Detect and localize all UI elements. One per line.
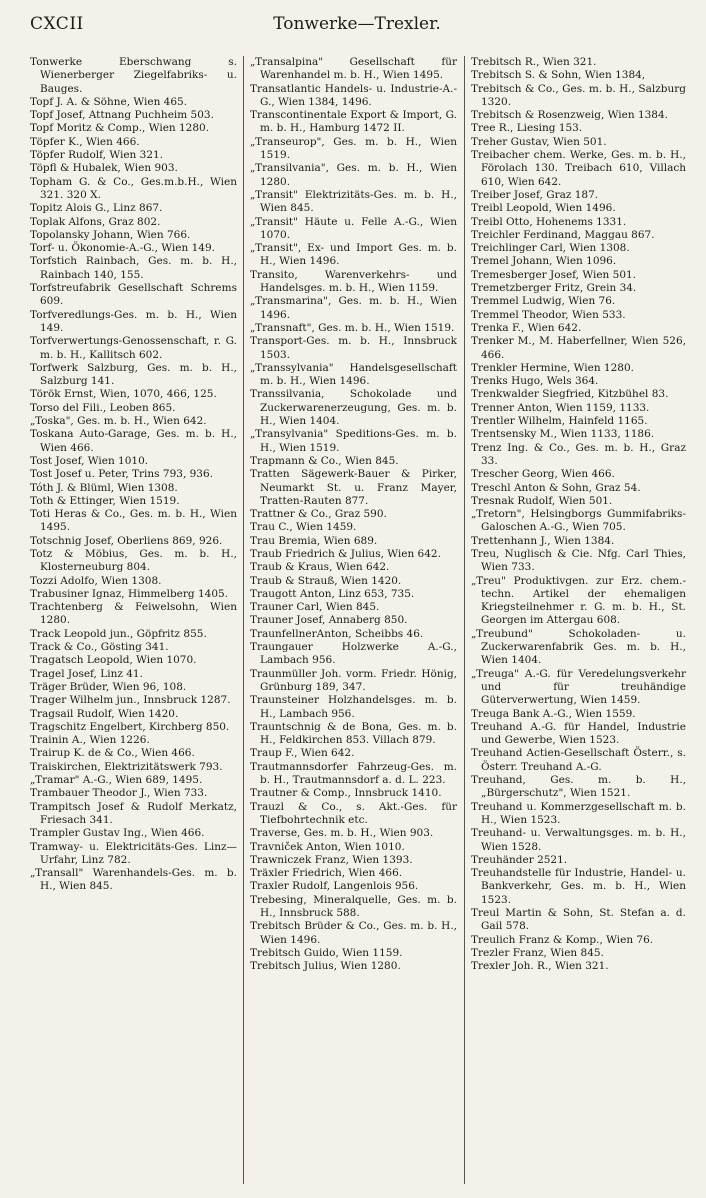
directory-entry: Töpfer Rudolf, Wien 321. bbox=[30, 149, 164, 162]
directory-entry: Treuhand- u. Verwaltungsges. m. b. H., Wien 1528. bbox=[471, 827, 686, 853]
directory-entry: Topolansky Johann, Wien 766. bbox=[30, 228, 191, 241]
directory-entry: Trenks Hugo, Wels 364. bbox=[471, 375, 599, 388]
directory-entry: Tonwerke Eberschwang s. Wienerberger Ziegelfabriks- u. Bauges. bbox=[30, 56, 237, 95]
directory-entry: Trattner & Co., Graz 590. bbox=[250, 508, 387, 521]
directory-entry: Trentler Wilhelm, Hainfeld 1165. bbox=[471, 415, 648, 428]
directory-entry: TraunfellnerAnton, Scheibbs 46. bbox=[250, 627, 424, 640]
directory-entry: Trautmannsdorfer Fahrzeug-Ges. m. b. H., Trautmannsdorf a. d. L. 223. bbox=[250, 760, 457, 787]
directory-entry: Trachtenberg & Feiwelsohn, Wien 1280. bbox=[30, 601, 237, 627]
directory-entry: Traunsteiner Holzhandelsges. m. b. H., Lambach 956. bbox=[250, 694, 457, 720]
directory-entry: Trainin A., Wien 1226. bbox=[30, 734, 150, 747]
directory-entry: Traup F., Wien 642. bbox=[250, 747, 355, 760]
directory-entry: „Transit", Ex- und Import Ges. m. b. H., Wien 1496. bbox=[250, 242, 457, 268]
directory-entry: Trebitsch R., Wien 321. bbox=[471, 56, 597, 68]
directory-entry: Travniček Anton, Wien 1010. bbox=[250, 840, 405, 853]
directory-entry: Trexler Joh. R., Wien 321. bbox=[471, 960, 609, 973]
directory-entry: Treibacher chem. Werke, Ges. m. b. H., Förolach 130. Treibach 610, Villach 610, Wien 642. bbox=[471, 149, 686, 188]
directory-entry: Trauner Carl, Wien 845. bbox=[250, 601, 380, 614]
column-divider-2 bbox=[464, 56, 465, 1184]
directory-entry: Transcontinentale Export & Import, G. m. b. H., Hamburg 1472 II. bbox=[250, 109, 457, 135]
directory-entry: Traunmüller Joh. vorm. Friedr. Hönig, Grünburg 189, 347. bbox=[250, 667, 457, 693]
page-header bbox=[30, 14, 684, 40]
directory-entry: Treuhand, Ges. m. b. H., „Bürgerschutz", Wien 1521. bbox=[471, 774, 686, 800]
directory-entry: Tóth J. & Blüml, Wien 1308. bbox=[30, 481, 178, 494]
directory-entry: Traugott Anton, Linz 653, 735. bbox=[250, 587, 415, 600]
directory-entry: Töpfl & Hubalek, Wien 903. bbox=[30, 162, 178, 175]
directory-entry: Trau C., Wien 1459. bbox=[250, 521, 357, 534]
directory-entry: Treher Gustav, Wien 501. bbox=[471, 135, 607, 148]
directory-entry: Trenka F., Wien 642. bbox=[471, 321, 582, 334]
directory-entry: Treul Martin & Sohn, St. Stefan a. d. Gail 578. bbox=[471, 907, 686, 933]
directory-entry: Tremetzberger Fritz, Grein 34. bbox=[471, 282, 637, 295]
directory-entry: Tresnak Rudolf, Wien 501. bbox=[471, 494, 613, 507]
directory-entry: Treichlinger Carl, Wien 1308. bbox=[471, 242, 630, 255]
directory-entry: Transito, Warenverkehrs- und Handelsges. m. b. H., Wien 1159. bbox=[250, 268, 457, 295]
directory-entry: „Transsylvania" Handelsgesellschaft m. b. H., Wien 1496. bbox=[250, 361, 457, 388]
directory-entry: Track & Co., Gösting 341. bbox=[30, 641, 169, 654]
directory-entry: Treiber Josef, Graz 187. bbox=[471, 188, 599, 201]
directory-entry: Tratten Sägewerk-Bauer & Pirker, Neumarkt St. u. Franz Mayer, Tratten-Rauten 877. bbox=[250, 468, 457, 507]
directory-entry: „Transilvania", Ges. m. b. H., Wien 1280. bbox=[250, 162, 457, 188]
directory-entry: Trebitsch Brüder & Co., Ges. m. b. H., Wien 1496. bbox=[250, 920, 457, 946]
directory-entry: „Tramar" A.-G., Wien 689, 1495. bbox=[30, 774, 203, 787]
directory-entry: Török Ernst, Wien, 1070, 466, 125. bbox=[30, 388, 217, 401]
directory-entry: Trebesing, Mineralquelle, Ges. m. b. H., Innsbruck 588. bbox=[250, 893, 457, 919]
directory-entry: Trenker M., M. Haberfellner, Wien 526, 466. bbox=[471, 335, 686, 361]
directory-entry: Trawniczek Franz, Wien 1393. bbox=[250, 853, 413, 866]
directory-entry: „Transnaft", Ges. m. b. H., Wien 1519. bbox=[250, 321, 455, 334]
directory-entry: Treulich Franz & Komp., Wien 76. bbox=[471, 933, 654, 946]
directory-entry: Topf J. A. & Söhne, Wien 465. bbox=[30, 95, 188, 108]
directory-entry: Traiskirchen, Elektrizitätswerk 793. bbox=[30, 760, 223, 773]
directory-entry: „Transit" Häute u. Felle A.-G., Wien 1070. bbox=[250, 215, 457, 241]
directory-entry: Totschnig Josef, Oberliens 869, 926. bbox=[30, 534, 223, 547]
directory-entry: Trau Bremia, Wien 689. bbox=[250, 534, 378, 547]
directory-entry: Tragschitz Engelbert, Kirchberg 850. bbox=[30, 720, 230, 733]
directory-entry: Torso del Fili., Leoben 865. bbox=[30, 401, 176, 414]
directory-entry: Torfveredlungs-Ges. m. b. H., Wien 149. bbox=[30, 308, 237, 334]
directory-entry: Topf Moritz & Comp., Wien 1280. bbox=[30, 122, 210, 135]
directory-entry: Träger Brüder, Wien 96, 108. bbox=[30, 680, 187, 693]
directory-entry: Trescher Georg, Wien 466. bbox=[471, 468, 615, 481]
directory-entry: „Transmarina", Ges. m. b. H., Wien 1496. bbox=[250, 295, 457, 321]
directory-entry: Tremesberger Josef, Wien 501. bbox=[471, 268, 637, 281]
directory-entry: Torfstich Rainbach, Ges. m. b. H., Rainbach 140, 155. bbox=[30, 255, 237, 281]
directory-entry: Traverse, Ges. m. b. H., Wien 903. bbox=[250, 827, 434, 840]
directory-columns bbox=[30, 56, 686, 1184]
directory-entry: Trentsensky M., Wien 1133, 1186. bbox=[471, 428, 655, 441]
directory-entry: Torfwerk Salzburg, Ges. m. b. H., Salzburg 141. bbox=[30, 361, 237, 388]
directory-entry: Treuhandstelle für Industrie, Handel- u. Bankverkehr, Ges. m. b. H., Wien 1523. bbox=[471, 867, 686, 906]
directory-entry: Track Leopold jun., Göpfritz 855. bbox=[30, 627, 207, 640]
directory-entry: Trenz Ing. & Co., Ges. m. b. H., Graz 33. bbox=[471, 441, 686, 467]
directory-entry: Trebitsch S. & Sohn, Wien 1384, bbox=[471, 69, 646, 82]
directory-entry: Traub & Kraus, Wien 642. bbox=[250, 561, 390, 574]
directory-entry: Toskana Auto-Garage, Ges. m. b. H., Wien 466. bbox=[30, 428, 237, 454]
directory-entry: Topham G. & Co., Ges.m.b.H., Wien 321. 320 X. bbox=[30, 175, 237, 201]
directory-entry: Trampitsch Josef & Rudolf Merkatz, Friesach 341. bbox=[30, 800, 237, 826]
directory-entry: Transatlantic Handels- u. Industrie-A.-G., Wien 1384, 1496. bbox=[250, 82, 457, 108]
directory-entry: „Toska", Ges. m. b. H., Wien 642. bbox=[30, 415, 207, 428]
directory-entry: Torf- u. Ökonomie-A.-G., Wien 149. bbox=[30, 242, 215, 255]
directory-entry: „Treuga" A.-G. für Veredelungsverkehr und für treuhändige Güterverwertung, Wien 1459. bbox=[471, 667, 686, 707]
directory-entry: Torfstreufabrik Gesellschaft Schrems 609. bbox=[30, 282, 237, 308]
directory-entry: Tremmel Ludwig, Wien 76. bbox=[471, 295, 616, 308]
directory-entry: Tozzi Adolfo, Wien 1308. bbox=[30, 574, 162, 587]
directory-entry: „Transit" Elektrizitäts-Ges. m. b. H., Wien 845. bbox=[250, 188, 457, 215]
directory-entry: Trauzl & Co., s. Akt.-Ges. für Tiefbohrtechnik etc. bbox=[250, 800, 457, 826]
directory-entry: Treuhand A.-G. für Handel, Industrie und Gewerbe, Wien 1523. bbox=[471, 720, 686, 747]
directory-entry: Trenkwalder Siegfried, Kitzbühel 83. bbox=[471, 388, 669, 401]
directory-entry: Treuhand Actien-Gesellschaft Österr., s. Österr. Treuhand A.-G. bbox=[471, 747, 686, 773]
directory-entry: Trebitsch Guido, Wien 1159. bbox=[250, 946, 403, 959]
directory-entry: Treibl Leopold, Wien 1496. bbox=[471, 202, 616, 215]
directory-entry: Trauner Josef, Annaberg 850. bbox=[250, 614, 408, 627]
directory-entry: Tragsail Rudolf, Wien 1420. bbox=[30, 707, 179, 720]
column-divider-1 bbox=[243, 56, 244, 1184]
column-1 bbox=[30, 56, 237, 1184]
directory-entry: Treichler Ferdinand, Maggau 867. bbox=[471, 228, 655, 241]
directory-entry: Traub Friedrich & Julius, Wien 642. bbox=[250, 547, 441, 560]
directory-entry: Traxler Rudolf, Langenlois 956. bbox=[250, 880, 419, 893]
directory-entry: Treschl Anton & Sohn, Graz 54. bbox=[471, 481, 641, 494]
directory-entry: „Tretorn", Helsingborgs Gummifabriks-Galoschen A.-G., Wien 705. bbox=[471, 508, 686, 534]
page-number: CXCII bbox=[30, 14, 84, 34]
column-2 bbox=[250, 56, 457, 1184]
directory-entry: Träxler Friedrich, Wien 466. bbox=[250, 867, 403, 880]
directory-entry: Tree R., Liesing 153. bbox=[471, 122, 583, 135]
directory-entry: Trenner Anton, Wien 1159, 1133. bbox=[471, 401, 650, 414]
directory-entry: Trenkler Hermine, Wien 1280. bbox=[471, 361, 634, 374]
directory-entry: Trauntschnig & de Bona, Ges. m. b. H., Feldkirchen 853. Villach 879. bbox=[250, 720, 457, 747]
directory-entry: Toth & Ettinger, Wien 1519. bbox=[30, 494, 180, 507]
directory-entry: Treuhand u. Kommerzgesellschaft m. b. H., Wien 1523. bbox=[471, 800, 686, 826]
directory-entry: Toplak Alfons, Graz 802. bbox=[30, 215, 161, 228]
directory-entry: „Treu" Produktivgen. zur Erz. chem.-techn. Artikel der ehemaligen Kriegsteilnehmer r. G. m. b. H., St. Georgen im Attergau 608. bbox=[471, 574, 686, 627]
directory-entry: Traub & Strauß, Wien 1420. bbox=[250, 574, 402, 587]
directory-entry: Trampler Gustav Ing., Wien 466. bbox=[30, 827, 205, 840]
directory-entry: Transsilvania, Schokolade und Zuckerwarenerzeugung, Ges. m. b. H., Wien 1404. bbox=[250, 388, 457, 428]
directory-entry: Tramway- u. Elektricitäts-Ges. Linz—Urfahr, Linz 782. bbox=[30, 840, 237, 866]
directory-entry: Trebitsch & Rosenzweig, Wien 1384. bbox=[471, 109, 669, 122]
directory-entry: Tragatsch Leopold, Wien 1070. bbox=[30, 654, 197, 667]
directory-entry: Tost Josef, Wien 1010. bbox=[30, 454, 149, 467]
directory-entry: Treu, Nuglisch & Cie. Nfg. Carl Thies, Wien 733. bbox=[471, 547, 686, 574]
directory-entry: „Treubund" Schokoladen- u. Zuckerwarenfabrik Ges. m. b. H., Wien 1404. bbox=[471, 627, 686, 667]
directory-entry: Treuga Bank A.-G., Wien 1559. bbox=[471, 707, 636, 720]
directory-entry: Trezler Franz, Wien 845. bbox=[471, 946, 604, 959]
directory-entry: Trebitsch & Co., Ges. m. b. H., Salzburg 1320. bbox=[471, 82, 686, 108]
directory-entry: Topitz Alois G., Linz 867. bbox=[30, 202, 163, 215]
directory-entry: Treuhänder 2521. bbox=[471, 853, 568, 866]
running-title: Tonwerke—Trexler. bbox=[273, 14, 441, 34]
directory-entry: Topf Josef, Attnang Puchheim 503. bbox=[30, 109, 214, 122]
directory-entry: Trettenhann J., Wien 1384. bbox=[471, 534, 615, 547]
directory-entry: Transport-Ges. m. b. H., Innsbruck 1503. bbox=[250, 335, 457, 361]
column-3 bbox=[471, 56, 686, 1184]
directory-entry: Totz & Möbius, Ges. m. b. H., Klosterneuburg 804. bbox=[30, 547, 237, 574]
directory-entry: Traungauer Holzwerke A.-G., Lambach 956. bbox=[250, 641, 457, 667]
directory-entry: Töpfer K., Wien 466. bbox=[30, 135, 140, 148]
directory-entry: Tremmel Theodor, Wien 533. bbox=[471, 308, 626, 321]
directory-entry: Trairup K. de & Co., Wien 466. bbox=[30, 747, 195, 760]
directory-entry: Treibl Otto, Hohenems 1331. bbox=[471, 215, 627, 228]
directory-entry: Torfverwertungs-Genossenschaft, r. G. m. b. H., Kallitsch 602. bbox=[30, 335, 237, 361]
directory-entry: Tremel Johann, Wien 1096. bbox=[471, 255, 617, 268]
directory-entry: Trapmann & Co., Wien 845. bbox=[250, 454, 399, 467]
directory-entry: „Transalpina" Gesellschaft für Warenhandel m. b. H., Wien 1495. bbox=[250, 56, 457, 82]
directory-entry: Toti Heras & Co., Ges. m. b. H., Wien 1495. bbox=[30, 508, 237, 534]
directory-entry: Tost Josef u. Peter, Trins 793, 936. bbox=[30, 468, 213, 481]
directory-entry: Trabusiner Ignaz, Himmelberg 1405. bbox=[30, 587, 229, 600]
directory-entry: „Transeurop", Ges. m. b. H., Wien 1519. bbox=[250, 135, 457, 162]
directory-entry: Trautner & Comp., Innsbruck 1410. bbox=[250, 787, 442, 800]
directory-entry: Trager Wilhelm jun., Innsbruck 1287. bbox=[30, 694, 231, 707]
directory-entry: „Transall" Warenhandels-Ges. m. b. H., Wien 845. bbox=[30, 867, 237, 893]
directory-entry: Tragel Josef, Linz 41. bbox=[30, 667, 143, 680]
directory-entry: Trambauer Theodor J., Wien 733. bbox=[30, 787, 208, 800]
directory-entry: Trebitsch Julius, Wien 1280. bbox=[250, 960, 401, 973]
directory-entry: „Transylvania" Speditions-Ges. m. b. H., Wien 1519. bbox=[250, 428, 457, 454]
